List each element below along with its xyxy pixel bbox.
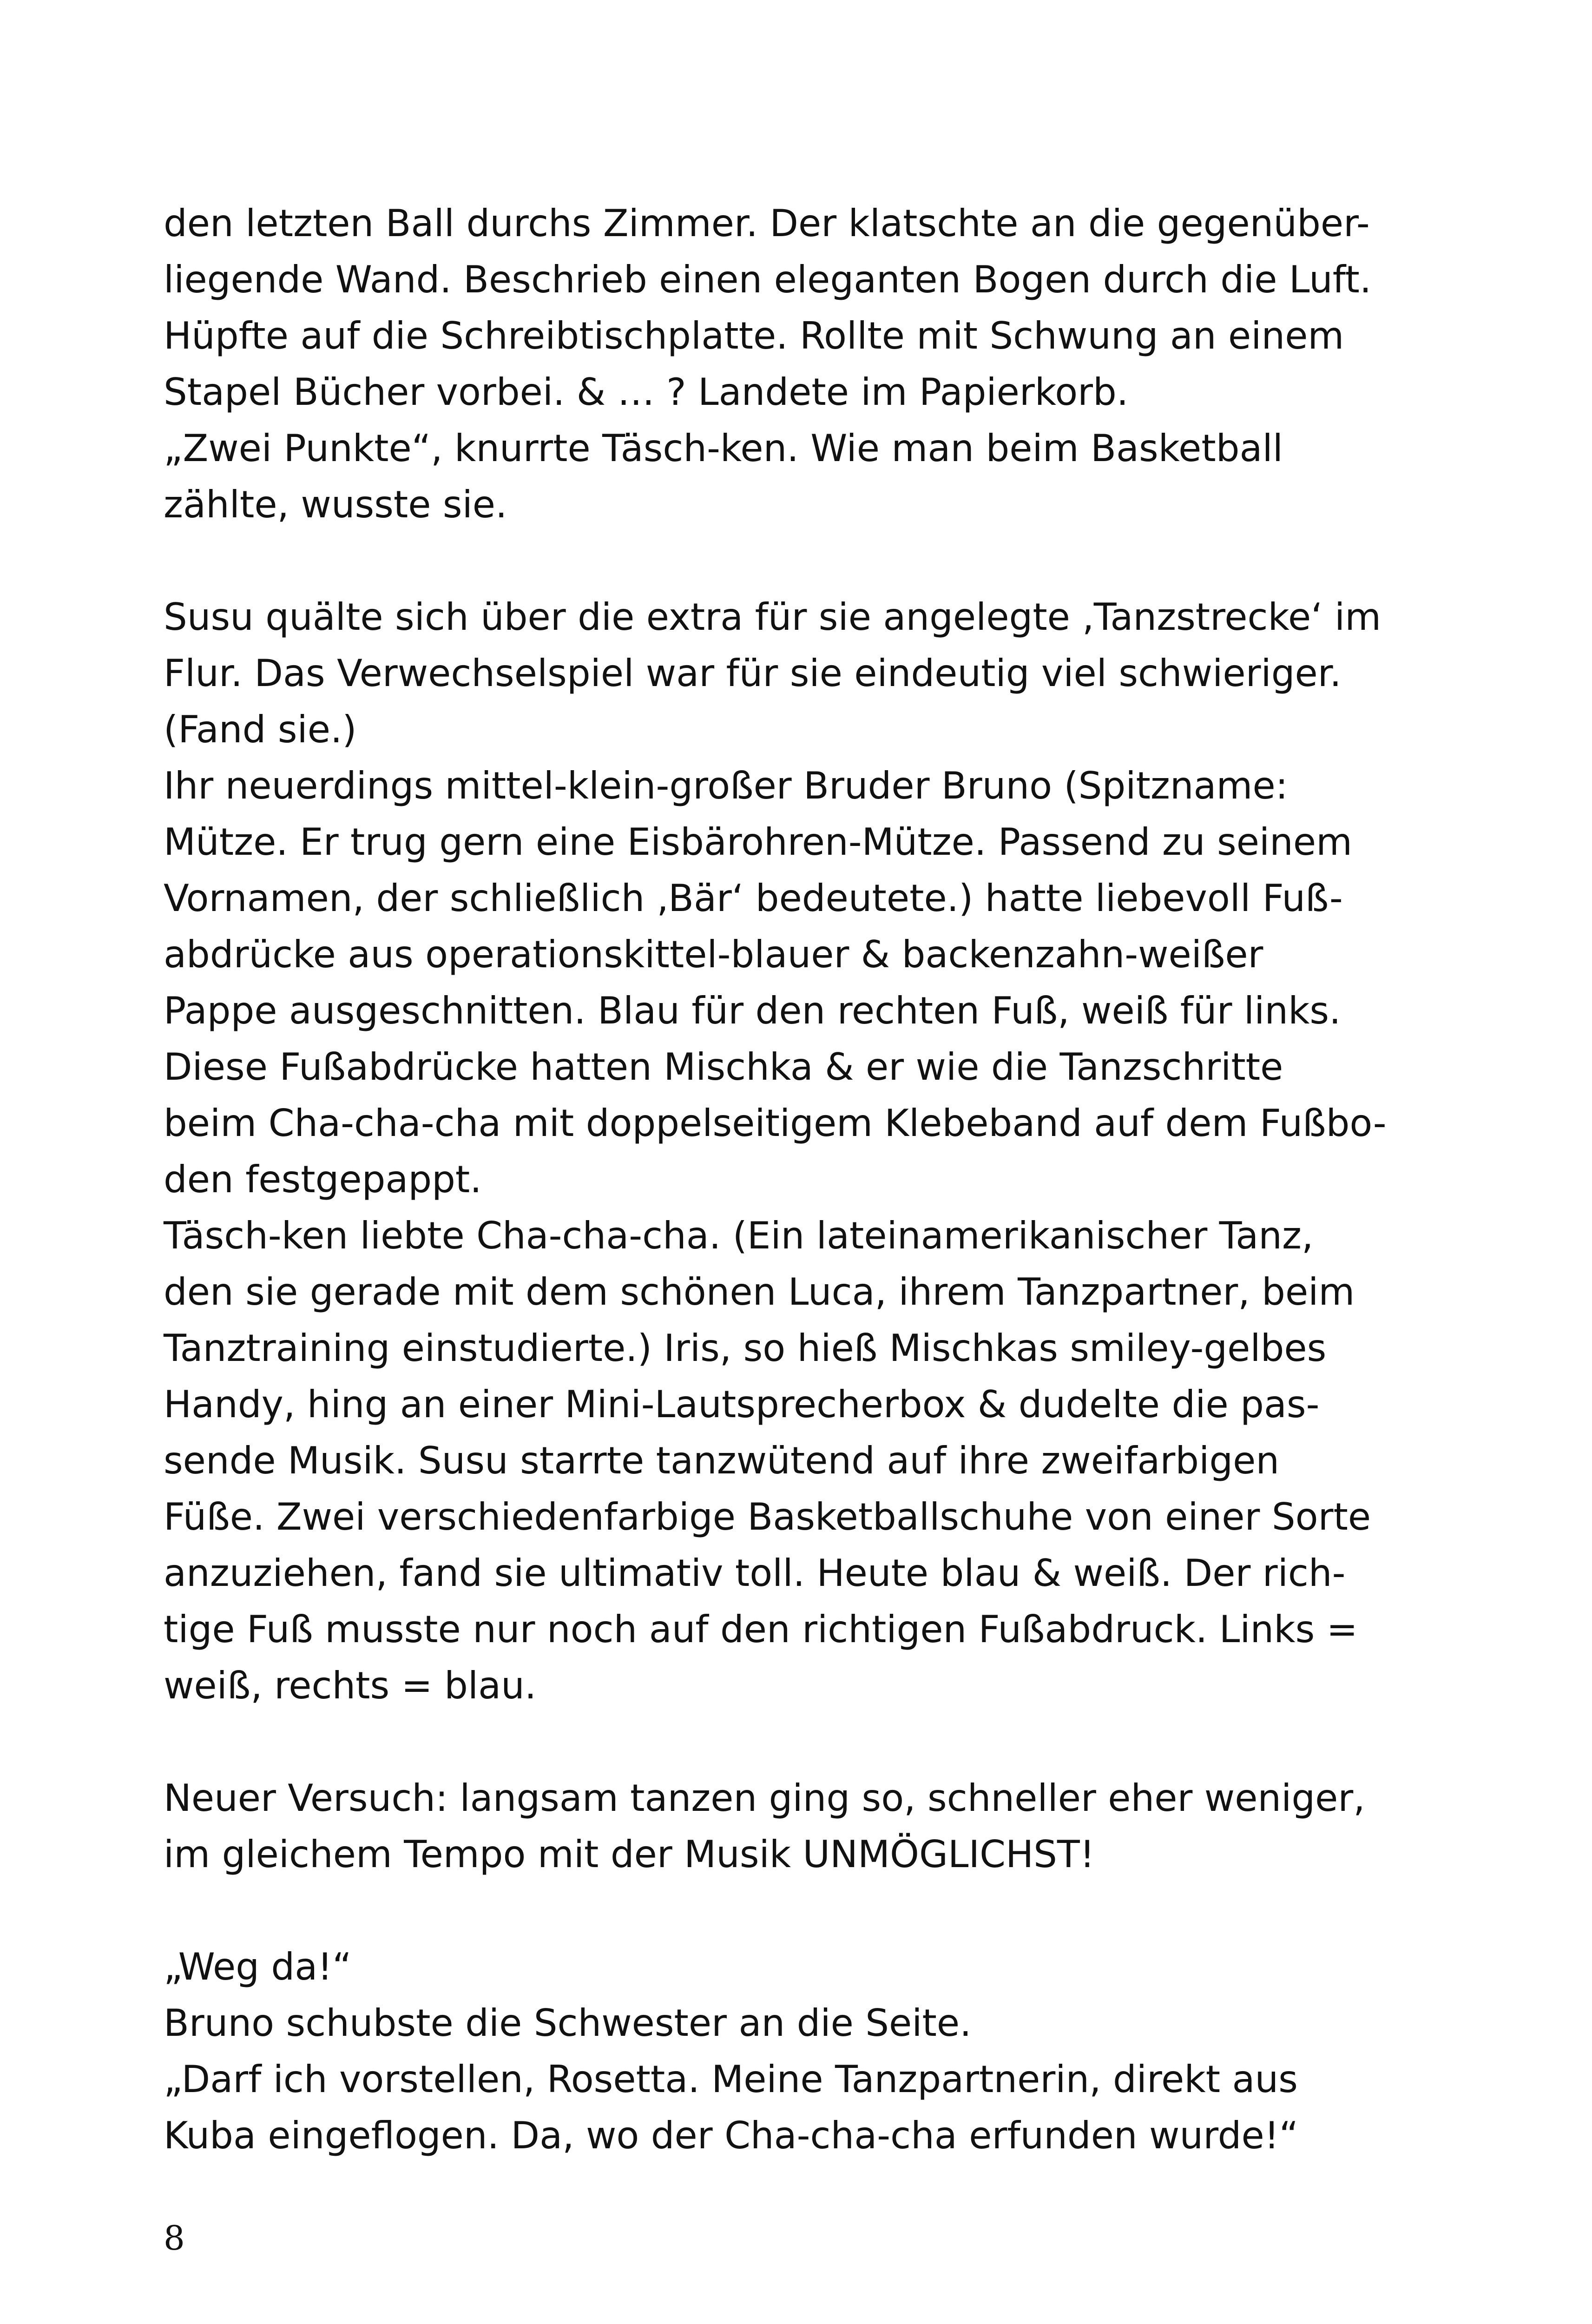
text-line: Füße. Zwei verschiedenfarbige Basketballschuhe von einer Sorte xyxy=(164,1495,1371,1538)
text-line: Stapel Bücher vorbei. & … ? Landete im Papierkorb. xyxy=(164,370,1129,414)
text-line: Hüpfte auf die Schreibtischplatte. Rollte mit Schwung an einem xyxy=(164,314,1344,357)
paragraph-gap xyxy=(164,1714,1372,1770)
page-number: 8 xyxy=(164,2218,185,2258)
text-line: abdrücke aus operationskittel-blauer & backenzahn-weißer xyxy=(164,933,1263,976)
text-line: Ihr neuerdings mittel-klein-großer Bruder Bruno (Spitzname: xyxy=(164,764,1288,807)
text-line: den letzten Ball durchs Zimmer. Der klatschte an die gegenüber- xyxy=(164,202,1370,245)
text-line: Handy, hing an einer Mini-Lautsprecherbox & dudelte die pas- xyxy=(164,1383,1320,1426)
text-line: zählte, wusste sie. xyxy=(164,483,507,526)
text-line: „Darf ich vorstellen, Rosetta. Meine Tanzpartnerin, direkt aus xyxy=(164,2058,1298,2101)
text-line: Diese Fußabdrücke hatten Mischka & er wie die Tanzschritte xyxy=(164,1045,1283,1089)
text-line: weiß, rechts = blau. xyxy=(164,1664,537,1707)
text-line: Täsch-ken liebte Cha-cha-cha. (Ein lateinamerikanischer Tanz, xyxy=(164,1214,1314,1257)
text-line: Susu quälte sich über die extra für sie angelegte ‚Tanzstrecke‘ im xyxy=(164,595,1381,639)
text-line: den festgepappt. xyxy=(164,1158,482,1201)
text-line: Pappe ausgeschnitten. Blau für den rechten Fuß, weiß für links. xyxy=(164,989,1341,1032)
text-line: Kuba eingeflogen. Da, wo der Cha-cha-cha erfunden wurde!“ xyxy=(164,2114,1299,2157)
text-line: den sie gerade mit dem schönen Luca, ihrem Tanzpartner, beim xyxy=(164,1270,1355,1314)
text-line: „Zwei Punkte“, knurrte Täsch-ken. Wie man beim Basketball xyxy=(164,427,1283,470)
text-line: Neuer Versuch: langsam tanzen ging so, schneller eher weniger, xyxy=(164,1776,1365,1820)
text-line: sende Musik. Susu starrte tanzwütend auf ihre zweifarbigen xyxy=(164,1439,1280,1482)
text-line: (Fand sie.) xyxy=(164,708,357,751)
paragraph-gap xyxy=(164,1882,1372,1939)
text-line: beim Cha-cha-cha mit doppelseitigem Klebeband auf dem Fußbo- xyxy=(164,1102,1387,1145)
text-line: Mütze. Er trug gern eine Eisbärohren-Mütze. Passend zu seinem xyxy=(164,820,1353,864)
text-line: tige Fuß musste nur noch auf den richtigen Fußabdruck. Links = xyxy=(164,1608,1358,1651)
page-text xyxy=(164,195,1387,2164)
text-line: im gleichem Tempo mit der Musik UNMÖGLICHST! xyxy=(164,1833,1095,1876)
paragraph-gap xyxy=(164,533,1372,589)
text-line: „Weg da!“ xyxy=(164,1945,352,1988)
text-line: liegende Wand. Beschrieb einen eleganten Bogen durch die Luft. xyxy=(164,258,1372,301)
text-line: anzuziehen, fand sie ultimativ toll. Heute blau & weiß. Der rich- xyxy=(164,1552,1346,1595)
text-line: Vornamen, der schließlich ‚Bär‘ bedeutete.) hatte liebevoll Fuß- xyxy=(164,877,1343,920)
text-line: Tanztraining einstudierte.) Iris, so hieß Mischkas smiley-gelbes xyxy=(164,1327,1327,1370)
text-line: Flur. Das Verwechselspiel war für sie eindeutig viel schwieriger. xyxy=(164,652,1342,695)
text-line: Bruno schubste die Schwester an die Seite. xyxy=(164,2001,972,2045)
